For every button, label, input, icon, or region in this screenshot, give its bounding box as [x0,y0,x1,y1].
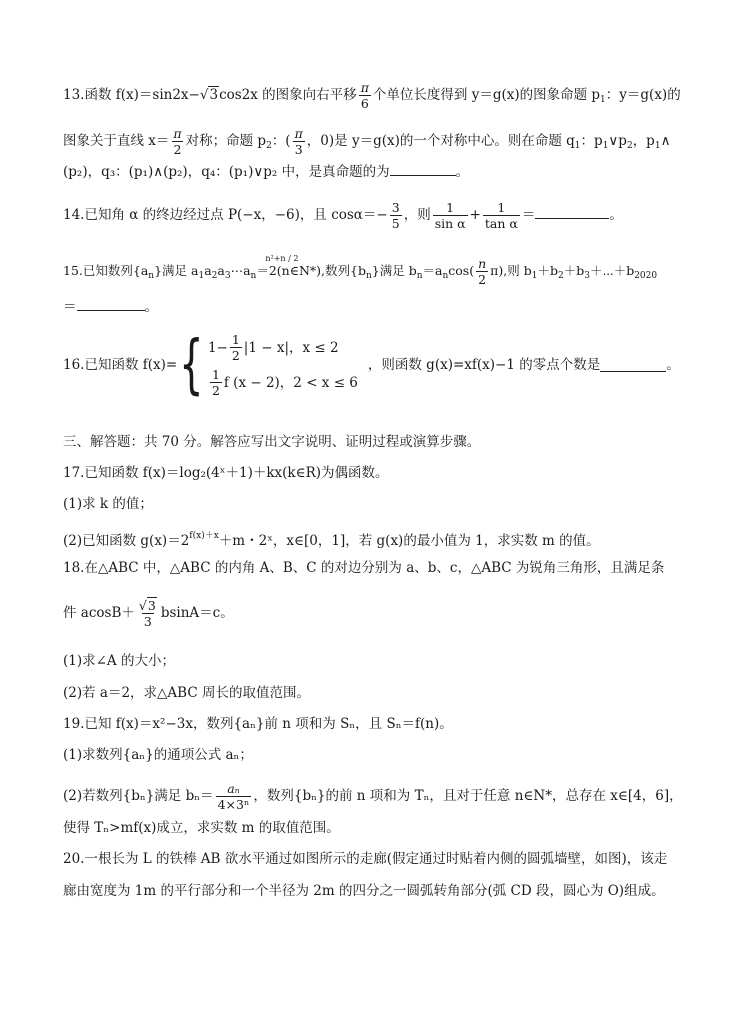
power: ＝2 n²+n / 2 [256,254,299,278]
q15-line2: ＝ 。 [63,299,158,315]
q18-part1: (1)求∠A 的大小； [63,653,175,669]
q14: 14.已知角 α 的终边经过点 P(−x，−6)，且 cosα＝− $\frac{3}{5}$ ，则 $\frac{1}{\text{sin α}}$ + $\frac{1}{\text{tan α}}$ ＝ 。 [63,200,623,231]
fraction: $\frac{1}{\text{sin α}}$ [434,200,466,231]
sqrt-symbol: √3 [138,598,156,613]
q18-part2: (2)若 a＝2，求△ABC 周长的取值范围。 [63,685,310,701]
piecewise-function: 16.已知函数 f(x)= { 1− $\frac{1}{2}$ |1 − x|，x ≤ 2 $\frac{1}{2}$ f (x − 2)，2 < x ≤ 6 ，则函数 g(x)=xf(x)−1 的零点个数是 。 [63,328,680,402]
q17-part1: (1)求 k 的值； [63,496,153,512]
fraction: $\frac{\pi}{2}$ [173,126,182,157]
answer-blank [77,297,145,311]
case-2: $\frac{1}{2}$ f (x − 2)，2 < x ≤ 6 [211,367,358,398]
fraction: $\frac{\text{aₙ}}{\text{4×3ⁿ}}$ [217,781,250,812]
fraction: $\frac{1}{\text{tan α}}$ [484,200,518,231]
case-1: 1− $\frac{1}{2}$ |1 − x|，x ≤ 2 [207,332,339,363]
q19-part2: (2)若数列{bₙ}满足 bₙ＝ $\frac{\text{aₙ}}{\text{4×3ⁿ}}$ ，数列{bₙ}的前 n 项和为 Tₙ，且对于任意 n∈N*，总存在 x∈[4，6]， [63,781,683,812]
q16 [63,328,689,412]
brace-symbol: { [179,328,204,402]
q17-stem: 17.已知函数 f(x)＝log₂(4ˣ＋1)＋kx(k∈R)为偶函数。 [63,465,389,481]
answer-blank [535,205,609,219]
sqrt-symbol: √3 [199,87,219,103]
q15-line1: 15.已知数列$\{a_n\}$满足 $a_1a_2a_3\cdots a_n=2$ n²+n / 2 (n∈N*),数列$\{b_n\}$满足 $b_n=a_n\cos$( $\frac{n}{2}$ π),则 $b_1+b_2+b_3+\cdots+b_{2020}$ [63,254,658,287]
fraction: $\frac{√3}{3}$ [138,598,156,629]
fraction: $\frac{\pi}{6}$ [360,80,369,111]
answer-blank [390,162,456,176]
fraction: $\frac{n}{2}$ [478,256,487,287]
q19-part1: (1)求数列{aₙ}的通项公式 aₙ； [63,747,253,763]
q13-text: 13.函数 f(x)＝sin2x− [63,87,200,103]
q17-part2: (2)已知函数 $g(x)=2^{f(x)+x}+m$・2ˣ，x∈[0，1]，若 g(x)的最小值为 1，求实数 m 的值。 [63,531,600,549]
q20-line2: 廊由宽度为 1m 的平行部分和一个半径为 2m 的四分之一圆弧转角部分(弧 CD 段，圆心为 O)组成。 [63,883,665,899]
q20-line1: 20.一根长为 L 的铁棒 AB 欲水平通过如图所示的走廊(假定通过时贴着内侧的圆弧墙壁，如图)，该走 [63,851,668,867]
answer-blank [600,358,666,372]
fraction: $\frac{\pi}{3}$ [294,126,303,157]
section-heading: 三、解答题：共 70 分。解答应写出文字说明、证明过程或演算步骤。 [63,434,481,450]
q19-part2-line2: 使得 Tₙ>mf(x)成立，求实数 m 的取值范围。 [63,820,340,836]
q18-stem1: 18.在△ABC 中，△ABC 的内角 A、B、C 的对边分别为 a、b、c，△ABC 为锐角三角形，且满足条 [63,560,665,576]
q13-line2: 图象关于直线 x＝ $\frac{\pi}{2}$ 对称；命题 $p_2$：( $\frac{\pi}{3}$ ，0)是 y＝g(x)的一个对称中心。则在命题 $q_1$：$p_1\vee p_2$，$p_1\wedge$ [63,126,671,157]
q18-stem2: 件 acosB＋ $\frac{√3}{3}$ bsinA＝c。 [63,598,234,629]
q13-line1: 13.函数 f(x)＝sin2x−√3cos2x 的图象向右平移 $\frac{\pi}{6}$ 个单位长度得到 y＝g(x)的图象命题 $p_1$：y＝g(x)的 [63,80,681,111]
q19-stem: 19.已知 f(x)＝x²−3x，数列{aₙ}前 n 项和为 Sₙ，且 Sₙ＝f(n)。 [63,716,453,732]
q13-line3: (p₂)，q₃：(p₁)∧(p₂)，q₄：(p₁)∨p₂ 中，是真命题的为 。 [63,164,470,180]
fraction: $\frac{3}{5}$ [391,200,400,231]
